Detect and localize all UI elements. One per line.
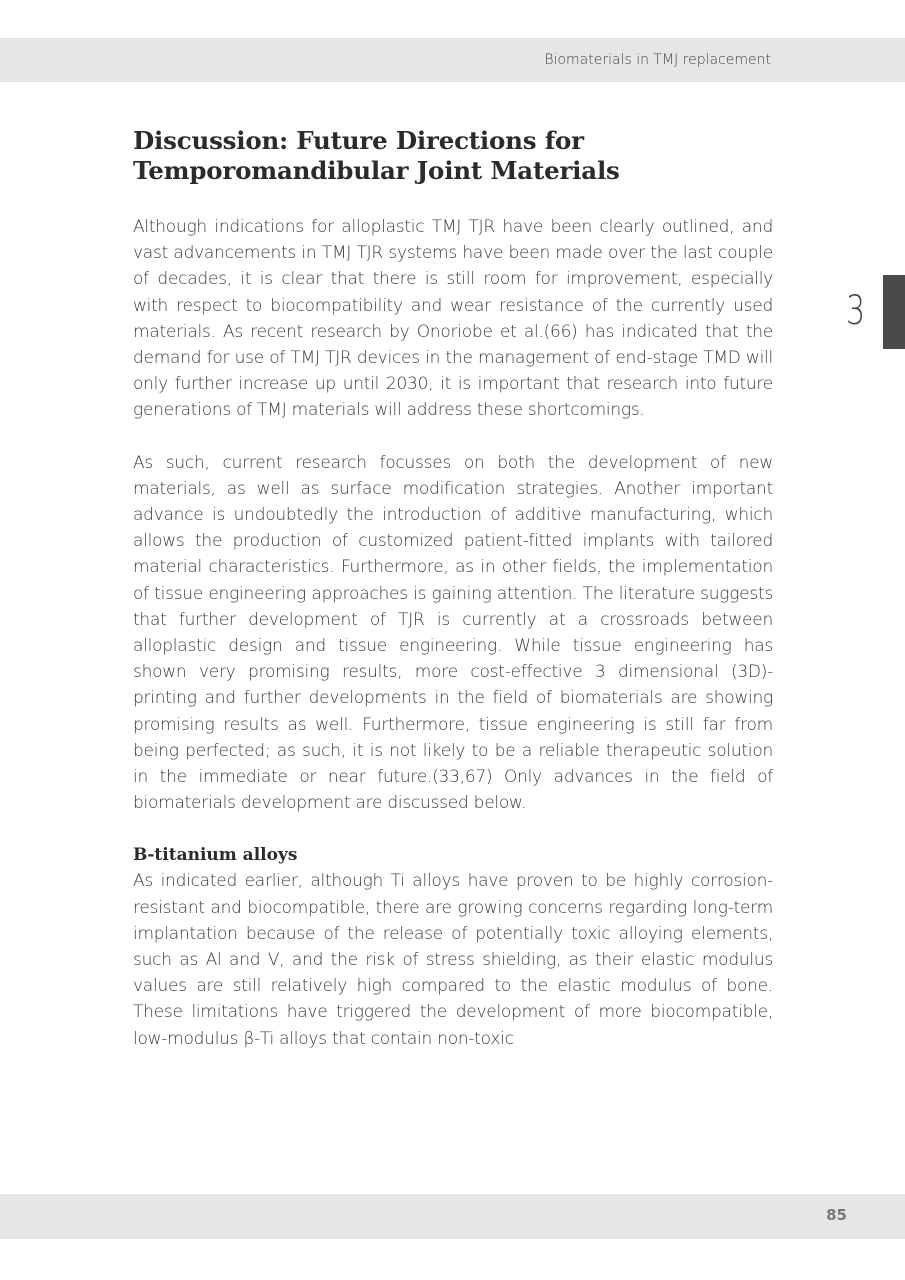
paragraph-2: As such, current research focusses on both the development of new materials, as well as surface modification strategies. Another important advance is undoubtedly the introduction of additive manufacturing, which allows the production of customized patient-fitted implants with tailored material characteristics. Furthermore, as in other fields, the implementation of tissue engineering approaches is gaining attention. The literature suggests that further development of TJR is currently at a crossroads between alloplastic design and tissue engineering. While tissue engineering has shown very promising results, more cost-effective 3 dimensional (3D)-printing and further developments in the field of biomaterials are showing promising results as well. Furthermore, tissue engineering is still far from being perfected; as such, it is not likely to be a reliable therapeutic solution in the immediate or near future.(33,67) Only advances in the field of biomaterials development are discussed below. <box>133 452 773 814</box>
page-footer <box>0 1194 905 1239</box>
chapter-tab <box>883 275 905 349</box>
running-header <box>0 38 905 82</box>
running-title: Biomaterials in TMJ replacement <box>544 52 771 68</box>
section-title-line1: Discussion: Future Directions for <box>133 126 584 155</box>
page-content <box>133 126 773 1052</box>
section-title <box>133 126 773 186</box>
subsection-heading: Β-titanium alloys <box>133 845 298 866</box>
subsection-paragraph: As indicated earlier, although Ti alloys have proven to be highly corrosion-resistant and biocompatible, there are growing concerns regarding long-term implantation because of the release of potentially toxic alloying elements, such as Al and V, and the risk of stress shielding, as their elastic modulus values are still relatively high compared to the elastic modulus of bone. These limitations have triggered the development of more biocompatible, low-modulus β-Ti alloys that contain non-toxic <box>133 871 773 1049</box>
page-number: 85 <box>826 1206 847 1224</box>
paragraph-1: Although indications for alloplastic TMJ TJR have been clearly outlined, and vast advancements in TMJ TJR systems have been made over the last couple of decades, it is clear that there is still room for improvement, especially with respect to biocompatibility and wear resistance of the currently used materials. As recent research by Onoriobe et al.(66) has indicated that the demand for use of TMJ TJR devices in the management of end-stage TMD will only further increase up until 2030, it is important that research into future generations of TMJ materials will address these shortcomings. <box>133 217 773 421</box>
section-title-line2: Temporomandibular Joint Materials <box>133 156 620 185</box>
chapter-number: 3 <box>846 288 866 334</box>
